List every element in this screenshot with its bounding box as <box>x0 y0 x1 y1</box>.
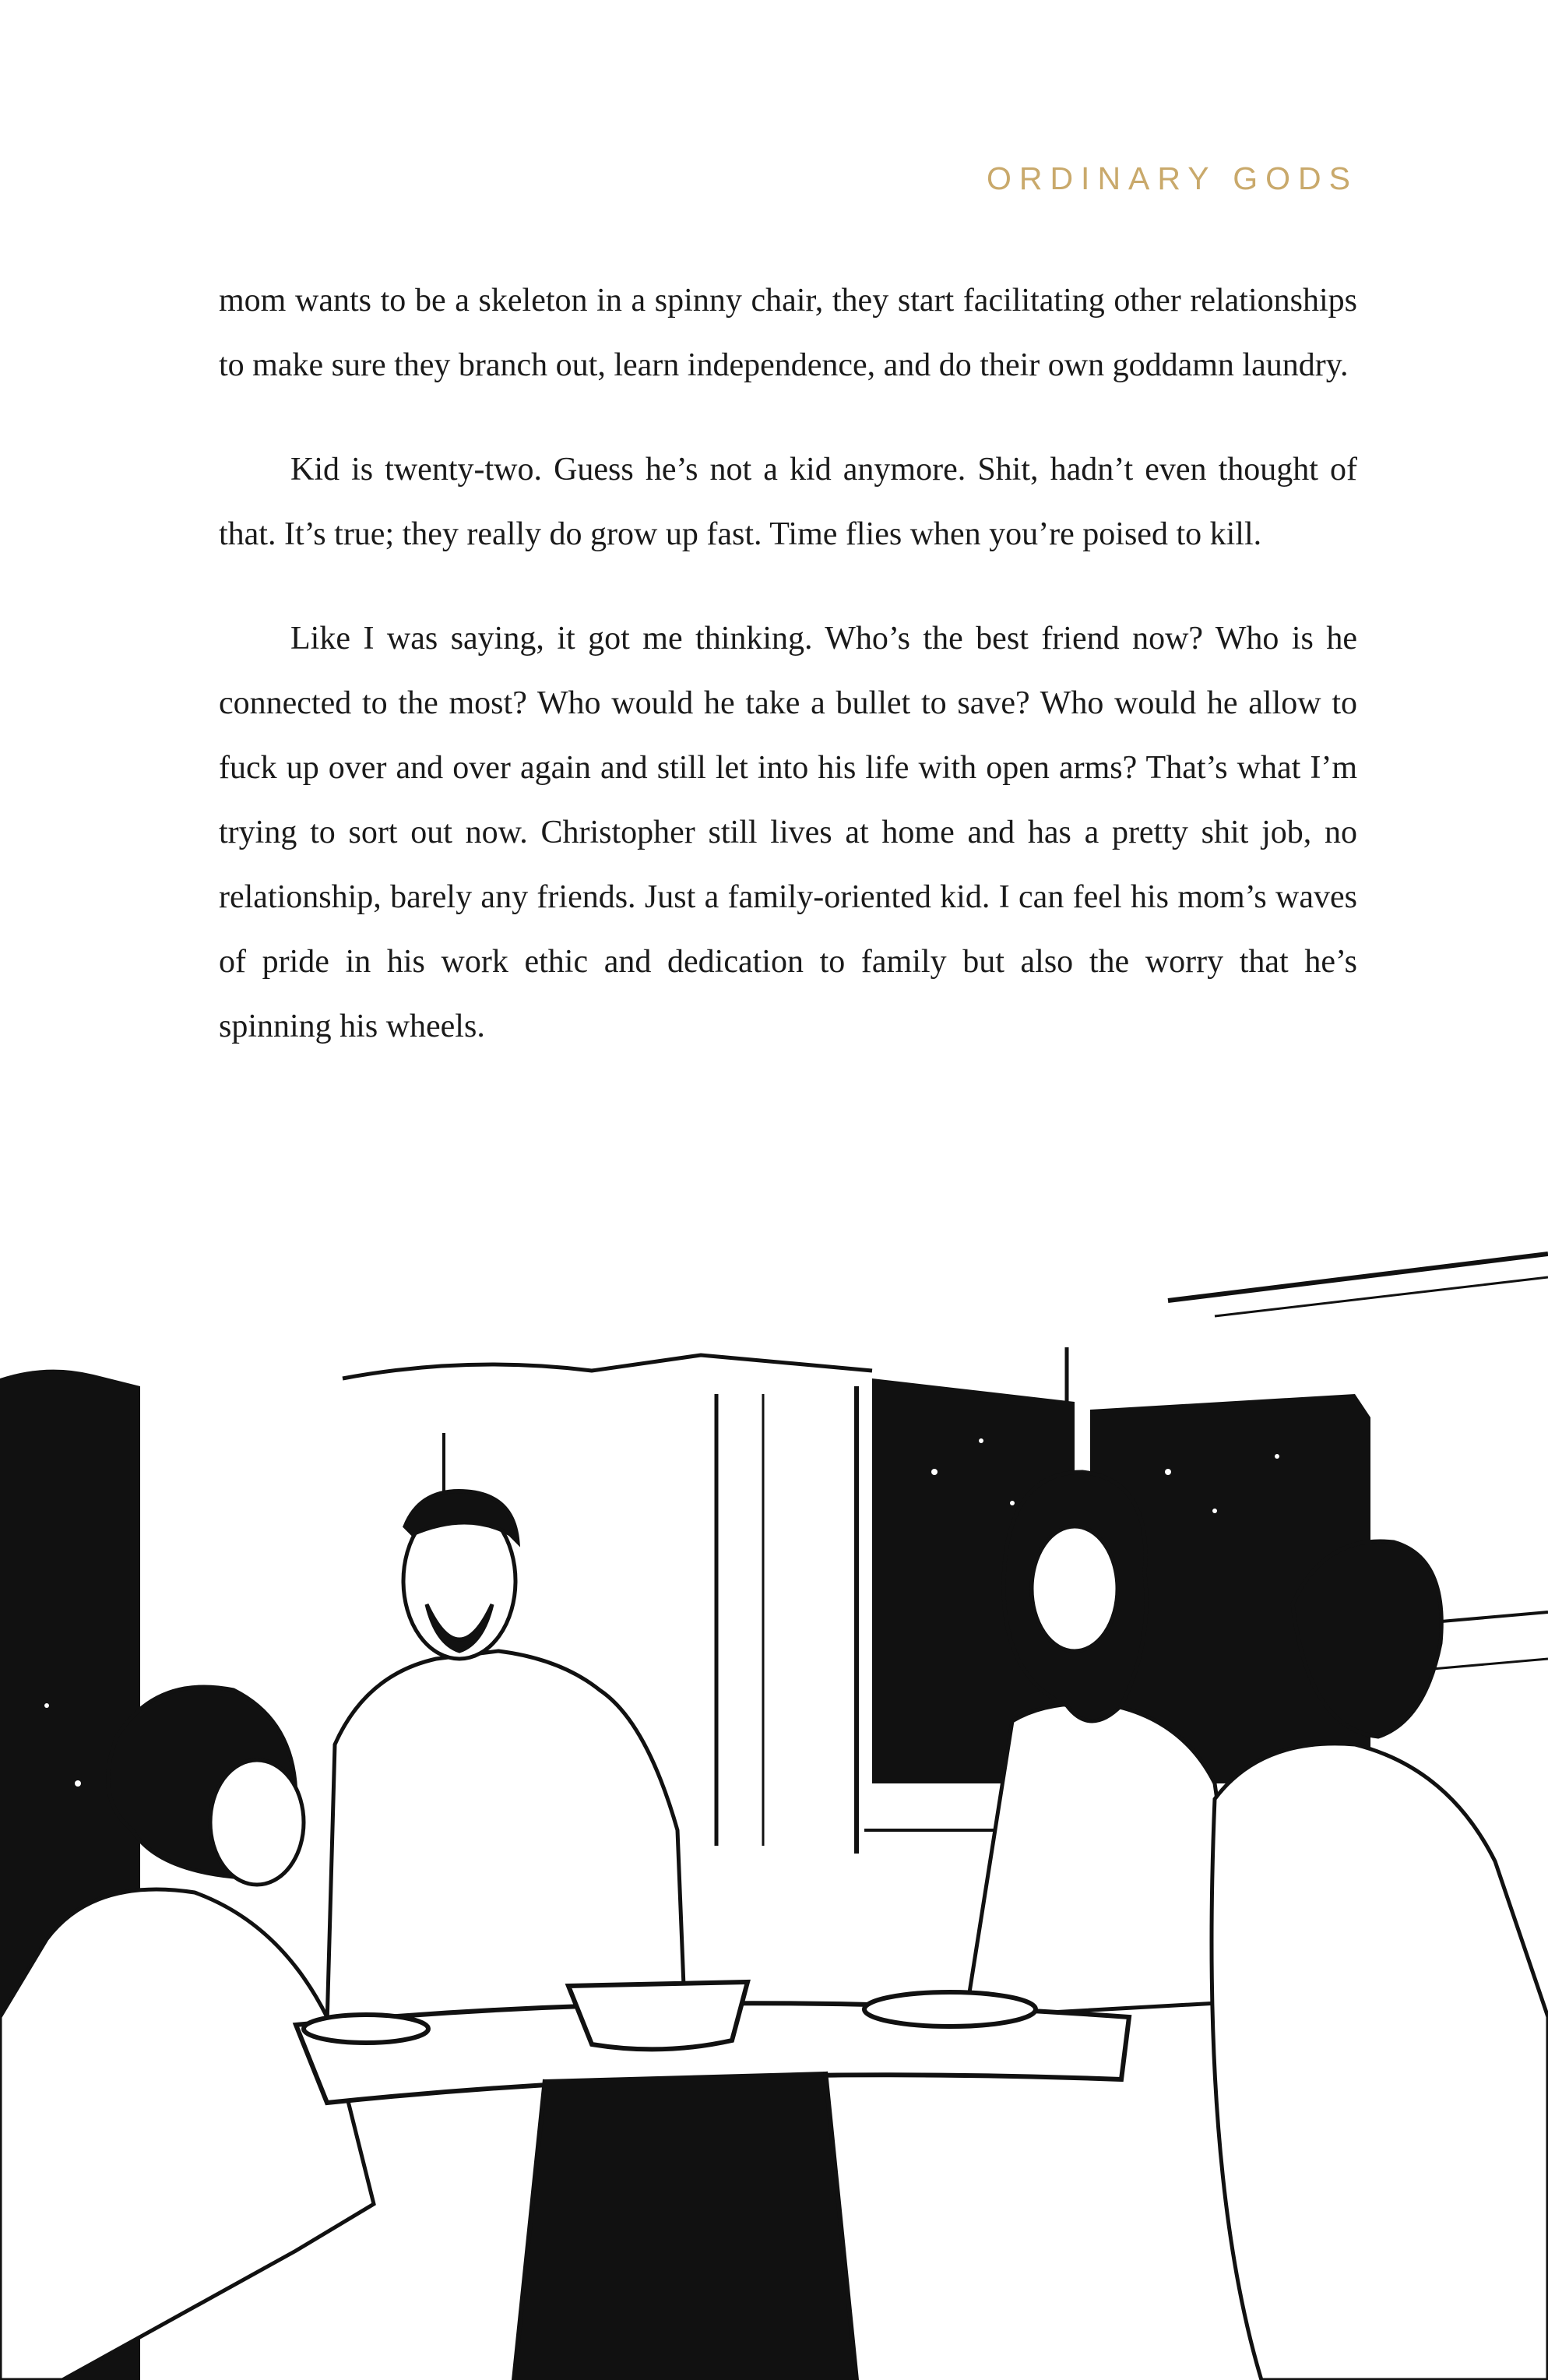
daughter-figure <box>0 1889 374 2380</box>
body-text <box>219 269 1357 1099</box>
father-figure <box>327 1651 685 2025</box>
paragraph: Like I was saying, it got me thinking. Who’s the best friend now? Who is he connected to the most? Who would he take a bullet to save? Who would he allow to fuck up over and over again and still let into his life with open arms? That’s what I’m trying to sort out now. Christopher still lives at home and has a pretty shit job, no relationship, barely any friends. Just a family-oriented kid. I can feel his mom’s waves of pride in his work ethic and dedication to family but also the worry that he’s spinning his wheels. <box>219 621 1357 1044</box>
plate-right <box>864 1992 1036 2026</box>
paragraph: Kid is twenty-two. Guess he’s not a kid anymore. Shit, hadn’t even thought of that. It’s true; they really do grow up fast. Time flies when you’re poised to kill. <box>219 452 1357 552</box>
serving-bowl <box>568 1982 748 2049</box>
family-dinner-illustration <box>0 1238 1548 2380</box>
running-head: ORDINARY GODS <box>986 160 1358 196</box>
paragraph: mom wants to be a skeleton in a spinny chair, they start facilitating other relationships to make sure they branch out, learn independence, and do their own goddamn laundry. <box>219 283 1357 383</box>
plate-left <box>304 2015 428 2043</box>
son-figure <box>1212 1744 1548 2380</box>
